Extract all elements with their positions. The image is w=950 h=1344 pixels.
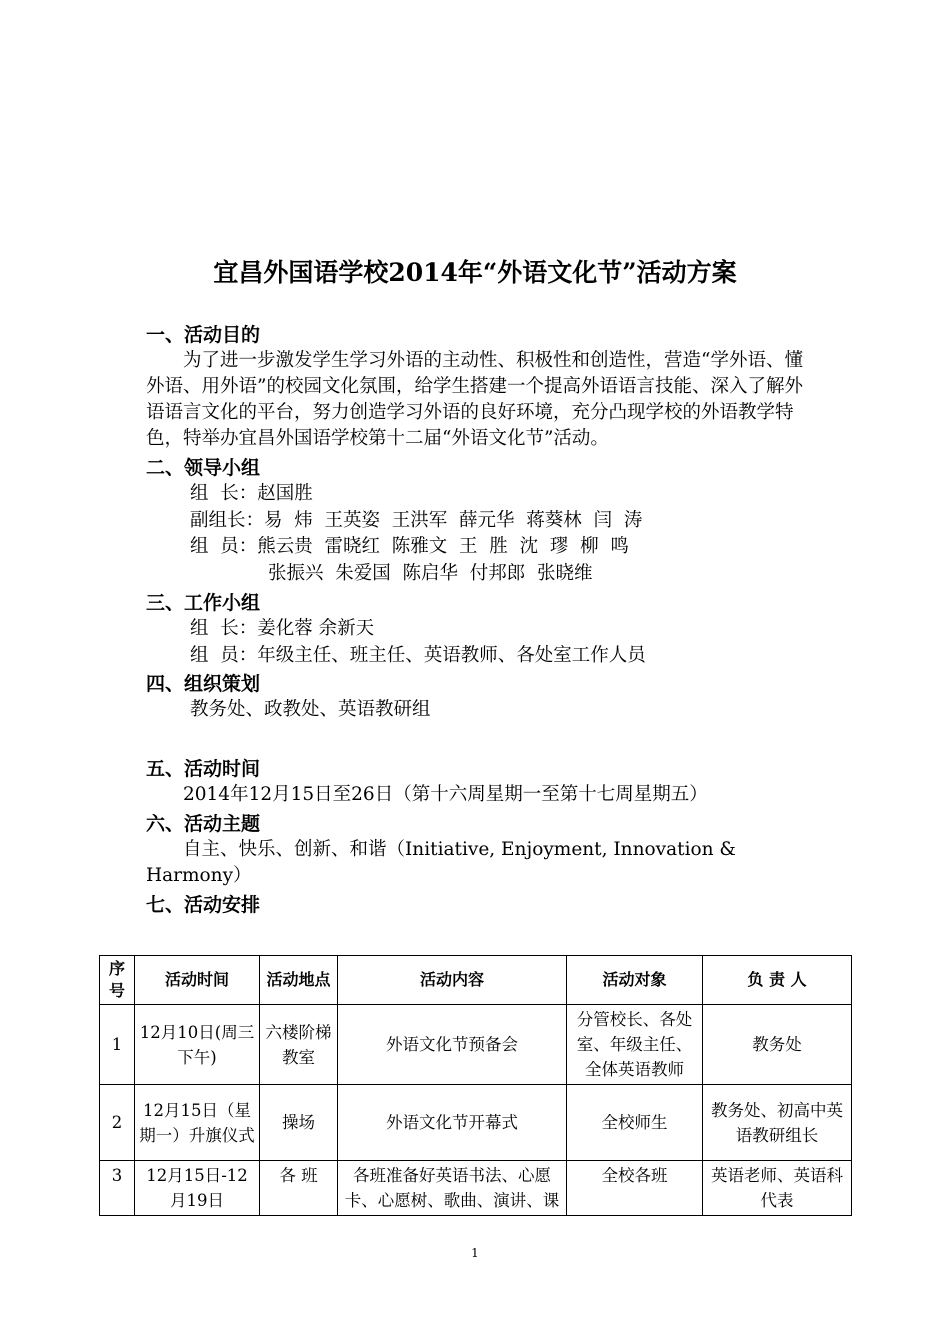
cell-time: 12月10日(周三下午) (135, 1005, 260, 1085)
cell-content: 外语文化节开幕式 (338, 1085, 567, 1161)
header-no: 序号 (100, 956, 135, 1005)
deputy-line: 副组长：易 炜 王英姿 王洪军 薛元华 蒋葵林 闫 涛 (190, 509, 643, 531)
organizer-line: 教务处、政教处、英语教研组 (190, 699, 431, 720)
spacer (146, 724, 810, 756)
table-row (100, 1085, 852, 1161)
section-heading-theme: 六、活动主题 (146, 812, 261, 835)
cell-place: 各 班 (260, 1161, 338, 1216)
section-heading-time: 五、活动时间 (146, 757, 261, 780)
section-heading-leadership: 二、领导小组 (146, 457, 261, 479)
cell-owner: 英语老师、英语科代表 (703, 1161, 852, 1216)
section-heading-schedule: 七、活动安排 (146, 893, 261, 916)
cell-target: 全校各班 (567, 1161, 703, 1216)
section-heading-organizer: 四、组织策划 (146, 673, 261, 695)
header-time: 活动时间 (135, 956, 260, 1005)
section-heading-working-group: 三、工作小组 (146, 592, 261, 614)
cell-place: 操场 (260, 1085, 338, 1161)
members-line-2: 张振兴 朱爱国 陈启华 付邦郎 张晓维 (268, 562, 593, 584)
table-row (100, 1161, 852, 1216)
cell-owner: 教务处、初高中英语教研组长 (703, 1085, 852, 1161)
cell-target: 全校师生 (567, 1085, 703, 1161)
cell-no: 2 (100, 1085, 135, 1161)
theme-paragraph: 自主、快乐、创新、和谐（Initiative, Enjoyment, Innovation & Harmony） (146, 838, 736, 886)
header-content: 活动内容 (338, 956, 567, 1005)
leader-line: 组 长：赵国胜 (190, 483, 313, 504)
schedule-table (99, 955, 852, 1216)
page-title: 宜昌外国语学校2014年“外语文化节”活动方案 (213, 258, 737, 287)
header-place: 活动地点 (260, 956, 338, 1005)
header-target: 活动对象 (567, 956, 703, 1005)
cell-time: 12月15日（星期一）升旗仪式 (135, 1085, 260, 1161)
cell-no: 1 (100, 1005, 135, 1085)
cell-target: 分管校长、各处室、年级主任、全体英语教师 (567, 1005, 703, 1085)
page-number: 1 (471, 1246, 479, 1260)
cell-owner: 教务处 (703, 1005, 852, 1085)
cell-place: 六楼阶梯教室 (260, 1005, 338, 1085)
cell-content: 外语文化节预备会 (338, 1005, 567, 1085)
cell-time: 12月15日-12月19日 (135, 1161, 260, 1216)
document-body (146, 322, 810, 918)
time-paragraph: 2014年12月15日至26日（第十六周星期一至第十七周星期五） (183, 783, 708, 805)
working-leader-line: 组 长：姜化蓉 余新天 (190, 618, 375, 639)
section-heading-purpose: 一、活动目的 (146, 324, 261, 346)
purpose-paragraph: 为了进一步激发学生学习外语的主动性、积极性和创造性，营造“学外语、懂外语、用外语”的校园文化氛围，给学生搭建一个提高外语语言技能、深入了解外语语言文化的平台，努力创造学习外语的良好环境，充分凸现学校的外语教学特色，特举办宜昌外国语学校第十二届“外语文化节”活动。 (146, 350, 803, 449)
table-header-row (100, 956, 852, 1005)
members-line-1: 组 员：熊云贵 雷晓红 陈雅文 王 胜 沈 璆 柳 鸣 (190, 536, 629, 557)
header-owner: 负 责 人 (703, 956, 852, 1005)
working-members-line: 组 员：年级主任、班主任、英语教师、各处室工作人员 (190, 644, 646, 666)
table-row (100, 1005, 852, 1085)
cell-content: 各班准备好英语书法、心愿卡、心愿树、歌曲、演讲、课 (338, 1161, 567, 1216)
cell-no: 3 (100, 1161, 135, 1216)
